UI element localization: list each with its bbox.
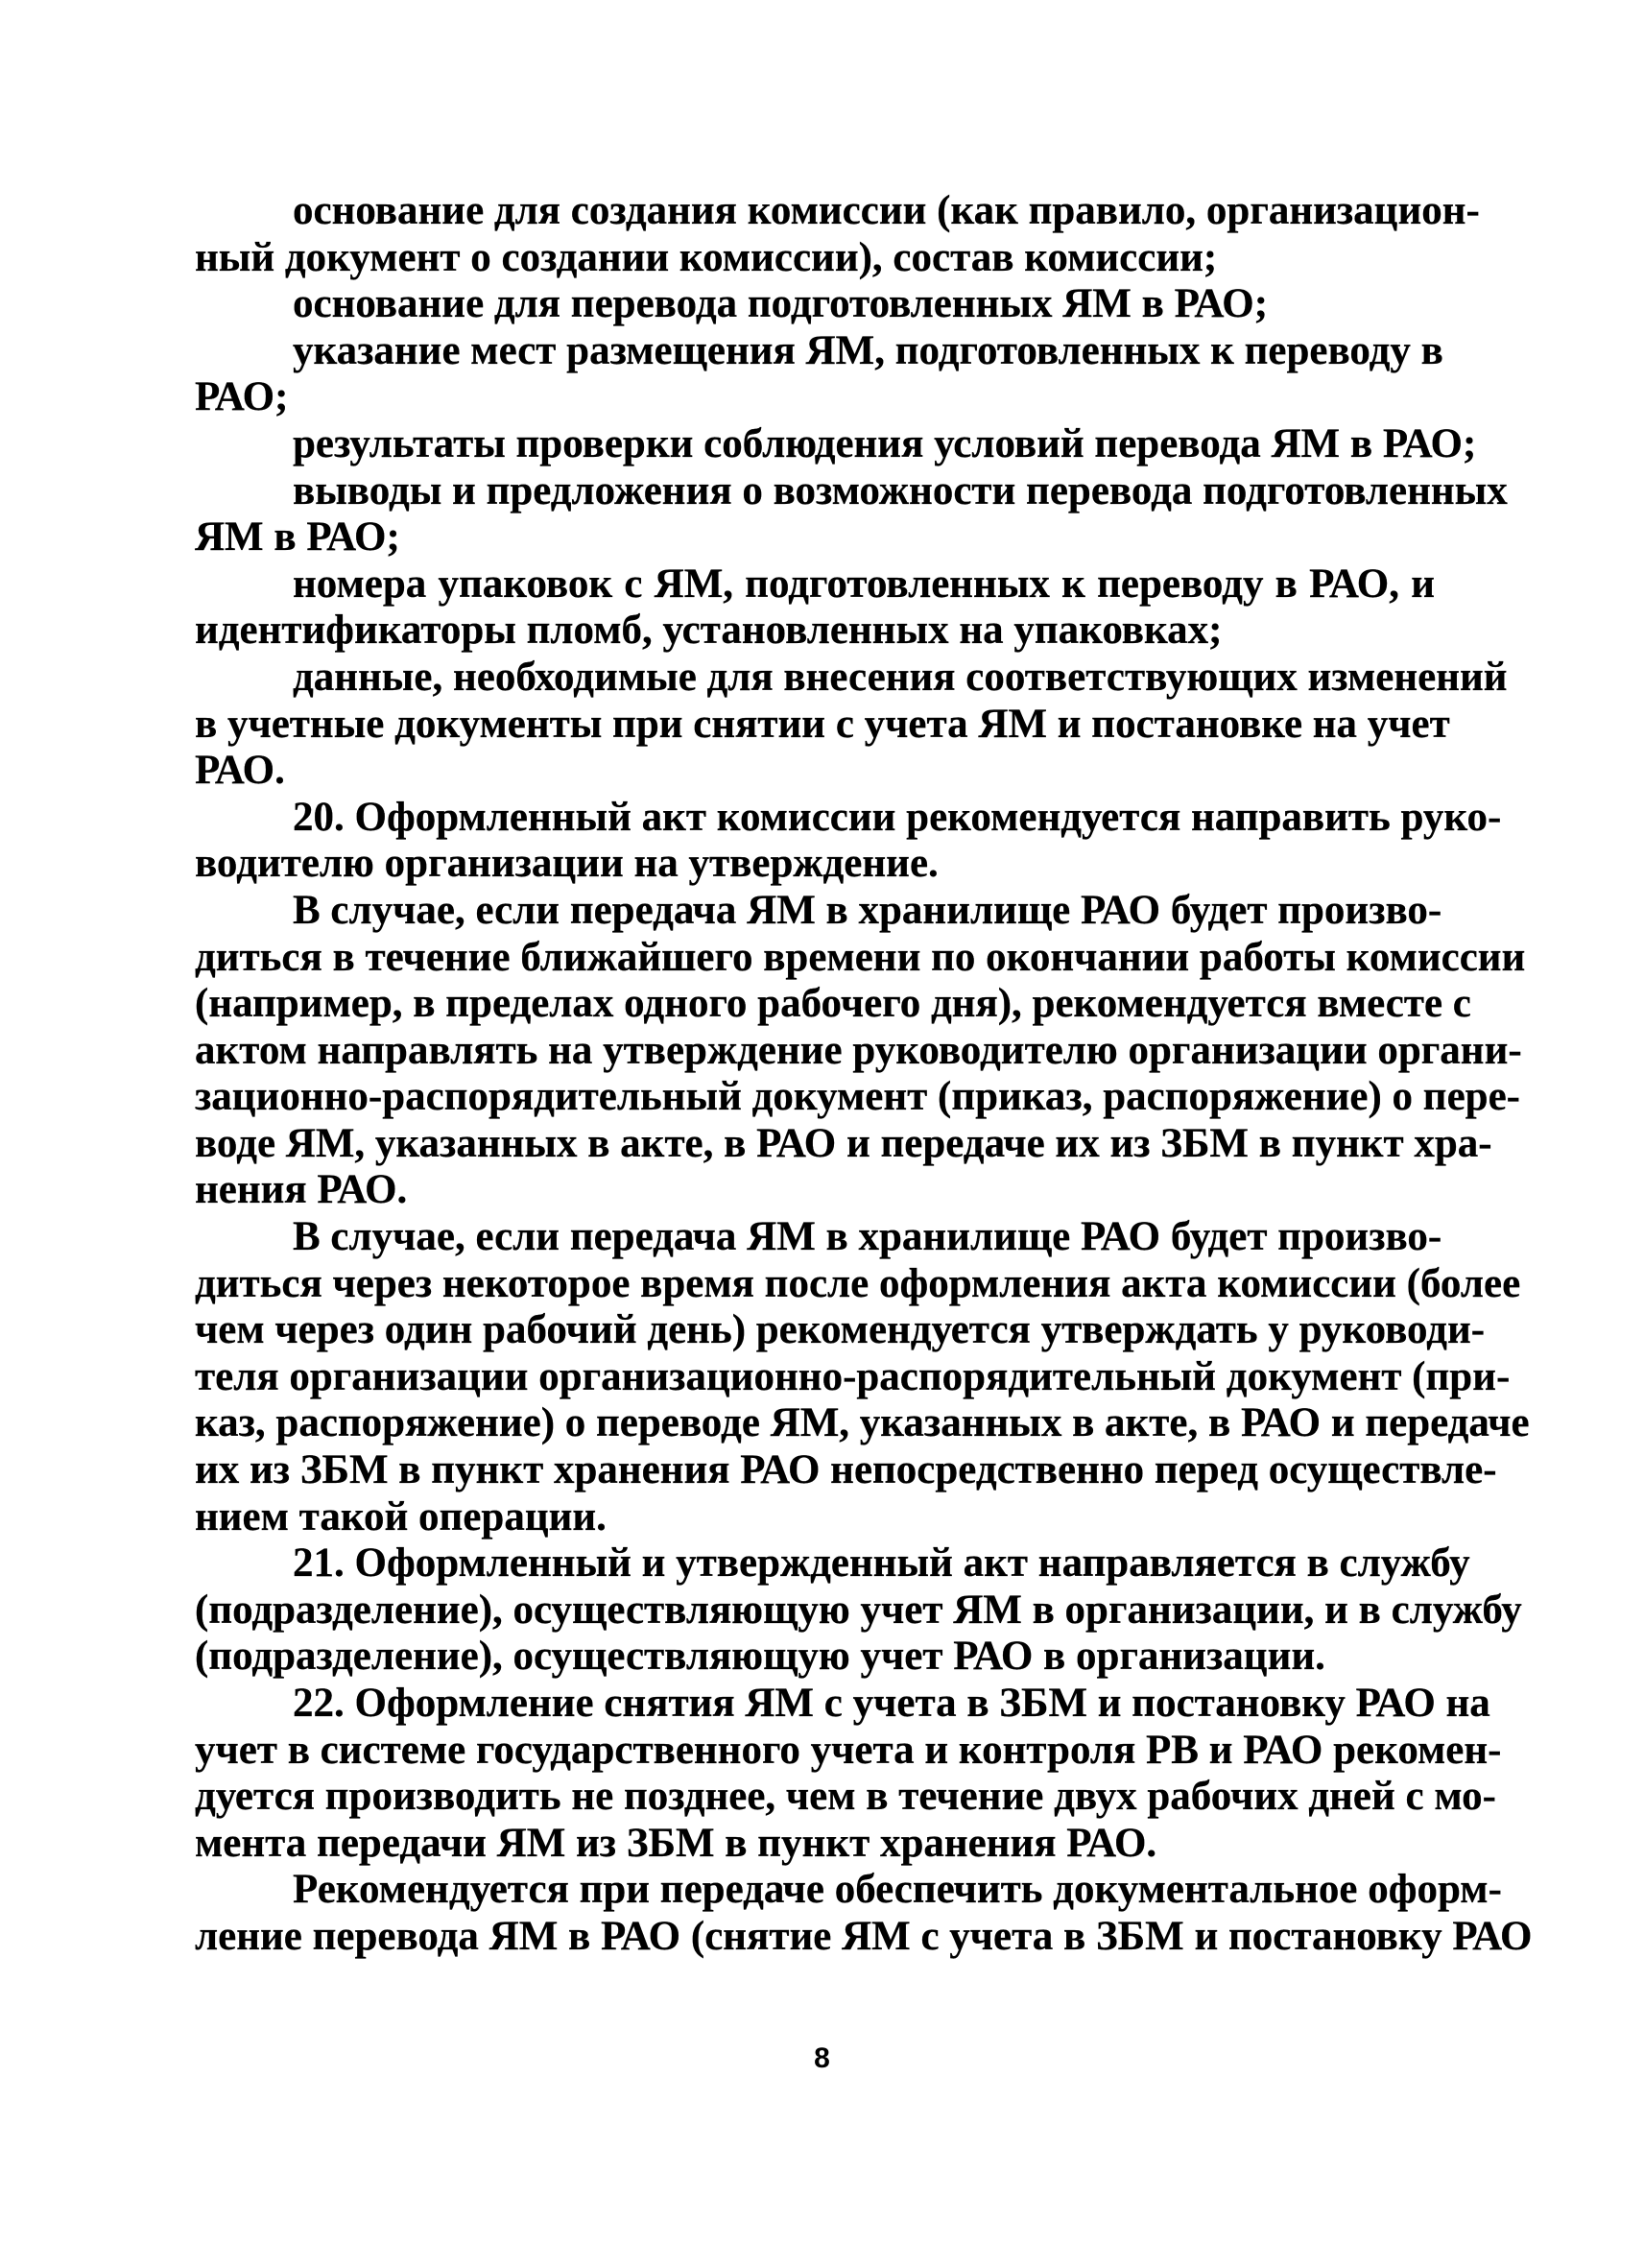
- text-line: В случае, если передача ЯМ в хранилище РАО будет произво-: [293, 887, 1442, 933]
- page-number: 8: [814, 2042, 830, 2074]
- text-line: (например, в пределах одного рабочего дня), рекомендуется вместе с: [195, 981, 1471, 1027]
- text-line: мента передачи ЯМ из ЗБМ в пункт хранения РАО.: [195, 1820, 1157, 1866]
- text-line: результаты проверки соблюдения условий перевода ЯМ в РАО;: [293, 420, 1477, 466]
- text-line: (подразделение), осуществляющую учет ЯМ в организации, и в службу: [195, 1587, 1522, 1633]
- text-line: в учетные документы при снятии с учета ЯМ и постановке на учет: [195, 701, 1450, 747]
- text-line: 21. Оформленный и утвержденный акт направляется в службу: [293, 1540, 1470, 1587]
- text-line: основание для перевода подготовленных ЯМ в РАО;: [293, 281, 1269, 327]
- text-line: их из ЗБМ в пункт хранения РАО непосредственно перед осуществле-: [195, 1447, 1497, 1493]
- document-body: [195, 188, 1533, 1961]
- text-line: актом направлять на утверждение руководителю организации органи-: [195, 1027, 1522, 1073]
- text-line: воде ЯМ, указанных в акте, в РАО и передаче их из ЗБМ в пункт хра-: [195, 1120, 1492, 1166]
- text-line: идентификаторы пломб, установленных на упаковках;: [195, 608, 1223, 654]
- text-line: (подразделение), осуществляющую учет РАО в организации.: [195, 1634, 1325, 1680]
- text-line: номера упаковок с ЯМ, подготовленных к переводу в РАО, и: [293, 561, 1435, 607]
- text-line: 20. Оформленный акт комиссии рекомендуется направить руко-: [293, 794, 1502, 840]
- text-line: РАО;: [195, 374, 289, 420]
- text-line: 22. Оформление снятия ЯМ с учета в ЗБМ и постановку РАО на: [293, 1681, 1490, 1726]
- text-line: дуется производить не позднее, чем в течение двух рабочих дней с мо-: [195, 1774, 1496, 1820]
- text-line: указание мест размещения ЯМ, подготовленных к переводу в: [293, 327, 1443, 373]
- text-line: водителю организации на утверждение.: [195, 841, 939, 887]
- text-line: каз, распоряжение) о переводе ЯМ, указанных в акте, в РАО и передаче: [195, 1400, 1530, 1446]
- text-line: Рекомендуется при передаче обеспечить документальное оформ-: [293, 1867, 1502, 1913]
- text-line: диться через некоторое время после оформления акта комиссии (более: [195, 1260, 1521, 1306]
- text-line: учет в системе государственного учета и контроля РВ и РАО рекомен-: [195, 1727, 1502, 1773]
- text-line: чем через один рабочий день) рекомендуется утверждать у руководи-: [195, 1307, 1486, 1353]
- text-line: выводы и предложения о возможности перевода подготовленных: [293, 467, 1508, 513]
- text-line: ЯМ в РАО;: [195, 514, 400, 561]
- text-line: В случае, если передача ЯМ в хранилище РАО будет произво-: [293, 1214, 1442, 1260]
- text-line: теля организации организационно-распорядительный документ (при-: [195, 1353, 1511, 1399]
- text-line: нием такой операции.: [195, 1493, 607, 1540]
- text-line: РАО.: [195, 748, 285, 794]
- text-line: ление перевода ЯМ в РАО (снятие ЯМ с учета в ЗБМ и постановку РАО: [195, 1913, 1533, 1959]
- text-line: зационно-распорядительный документ (приказ, распоряжение) о пере-: [195, 1074, 1520, 1120]
- text-line: данные, необходимые для внесения соответствующих изменений: [293, 654, 1508, 700]
- text-line: основание для создания комиссии (как правило, организацион-: [293, 188, 1480, 233]
- text-line: диться в течение ближайшего времени по окончании работы комиссии: [195, 934, 1526, 980]
- text-line: нения РАО.: [195, 1167, 408, 1213]
- text-line: ный документ о создании комиссии), состав комиссии;: [195, 234, 1218, 280]
